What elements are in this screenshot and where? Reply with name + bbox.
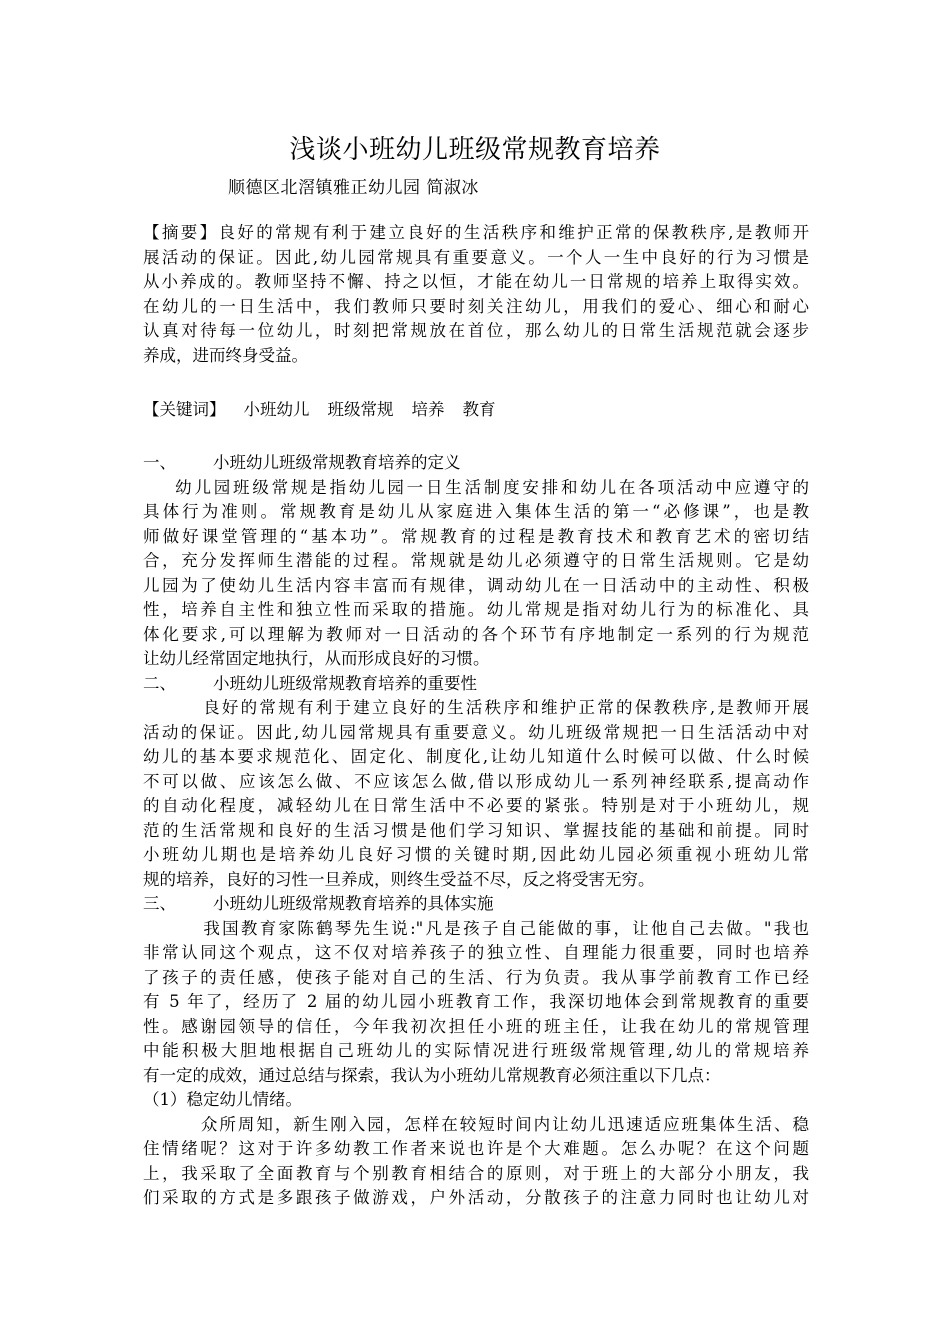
text-line: 养成，进而终身受益。 [143,345,308,365]
text-line: 让幼儿经常固定地执行，从而形成良好的习惯。 [143,649,490,668]
text-line: 活动的保证。因此,幼儿园常规具有重要意义。幼儿班级常规把一日生活活动中对 [143,722,809,742]
section-heading-text: 小班幼儿班级常规教育培养的具体实施 [213,894,494,913]
text-line: 良好的常规有利于建立良好的生活秩序和维护正常的保教秩序,是教师开展 [143,698,809,717]
text-line: 有一定的成效，通过总结与探索，我认为小班幼儿常规教育必须注重以下几点： [143,1065,721,1085]
section-heading-text: 小班幼儿班级常规教育培养的定义 [213,453,461,472]
text-line: 住情绪呢？这对于许多幼教工作者来说也许是个大难题。怎么办呢？在这个问题 [143,1139,809,1158]
text-line: 【摘要】良好的常规有利于建立良好的生活秩序和维护正常的保教秩序,是教师开 [143,223,809,242]
text-line: 众所周知，新生刚入园，怎样在较短时间内让幼儿迅速适应班集体生活、稳 [143,1114,809,1134]
section-number: 一、 [143,453,176,472]
text-line: 性。感谢园领导的信任，今年我初次担任小班的班主任，让我在幼儿的常规管理 [143,1016,809,1036]
section-heading [143,892,809,917]
text-line: 小班幼儿期也是培养幼儿良好习惯的关键时期,因此幼儿园必须重视小班幼儿常 [143,845,809,864]
text-line: 展活动的保证。因此,幼儿园常规具有重要意义。一个人一生中良好的行为习惯是 [143,247,809,267]
section-number: 三、 [143,894,176,913]
keyword: 小班幼儿 [243,400,310,419]
text-line: 不可以做、应该怎么做、不应该怎么做,借以形成幼儿一系列神经联系,提高动作 [143,771,809,791]
text-line: 我国教育家陈鹤琴先生说:"凡是孩子自己能做的事，让他自己去做。"我也 [143,918,809,938]
text-line: 性，培养自主性和独立性而采取的措施。幼儿常规是指对幼儿行为的标准化、具 [143,600,809,619]
author-byline: 顺德区北滘镇雅正幼儿园 简淑冰 [228,178,479,198]
keyword: 培养 [411,400,445,419]
abstract [143,221,809,368]
text-line: 体化要求,可以理解为教师对一日活动的各个环节有序地制定一系列的行为规范 [143,624,809,644]
keyword: 教育 [462,400,496,419]
text-line: 中能积极大胆地根据自己班幼儿的实际情况进行班级常规管理,幼儿的常规培养 [143,1041,809,1060]
text-line: 儿园为了使幼儿生活内容丰富而有规律，调动幼儿在一日活动中的主动性、积极 [143,575,809,595]
text-line: 有 5 年了，经历了 2 届的幼儿园小班教育工作，我深切地体会到常规教育的重要 [143,992,809,1011]
text-line: 合，充分发挥师生潜能的过程。常规就是幼儿必须遵守的日常生活规则。它是幼 [143,551,809,570]
text-line: 认真对待每一位幼儿，时刻把常规放在首位，那么幼儿的日常生活规范就会逐步 [143,321,809,340]
text-line: 在幼儿的一日生活中，我们教师只要时刻关注幼儿，用我们的爱心、细心和耐心 [143,296,809,316]
section-heading [143,451,809,476]
section-heading-text: 小班幼儿班级常规教育培养的重要性 [213,673,477,693]
keywords [143,398,809,423]
section-heading [143,672,809,697]
text-line: 幼儿的基本要求规范化、固定化、制度化,让幼儿知道什么时候可以做、什么时候 [143,747,809,766]
body-sections [143,451,809,1211]
text-line: 规的培养，良好的习性一旦养成，则终生受益不尽，反之将受害无穷。 [143,869,655,889]
text-line: 从小养成的。教师坚持不懈、持之以恒，才能在幼儿一日常规的培养上取得实效。 [143,272,809,291]
text-line: 非常认同这个观点，这不仅对培养孩子的独立性、自理能力很重要，同时也培养 [143,943,809,962]
text-line: 的自动化程度，减轻幼儿在日常生活中不必要的紧张。特别是对于小班幼儿，规 [143,796,809,815]
document-title: 浅谈小班幼儿班级常规教育培养 [289,135,661,165]
text-line: 范的生活常规和良好的生活习惯是他们学习知识、掌握技能的基础和前提。同时 [143,820,809,840]
keywords-label: 【关键词】 [143,400,226,419]
text-line: 师做好课堂管理的“基本功”。常规教育的过程是教育技术和教育艺术的密切结 [143,526,809,546]
keyword: 班级常规 [327,400,394,419]
section-number: 二、 [143,673,176,693]
text-line: 上，我采取了全面教育与个别教育相结合的原则，对于班上的大部分小朋友，我 [143,1163,809,1183]
text-line: 幼儿园班级常规是指幼儿园一日生活制度安排和幼儿在各项活动中应遵守的 [143,477,809,497]
text-line: 了孩子的责任感，使孩子能对自己的生活、行为负责。我从事学前教育工作已经 [143,967,809,987]
text-line: 们采取的方式是多跟孩子做游戏，户外活动，分散孩子的注意力同时也让幼儿对 [143,1188,809,1207]
text-line: （1）稳定幼儿情绪。 [143,1090,302,1109]
text-line: 具体行为准则。常规教育是幼儿从家庭进入集体生活的第一“必修课”，也是教 [143,502,809,521]
